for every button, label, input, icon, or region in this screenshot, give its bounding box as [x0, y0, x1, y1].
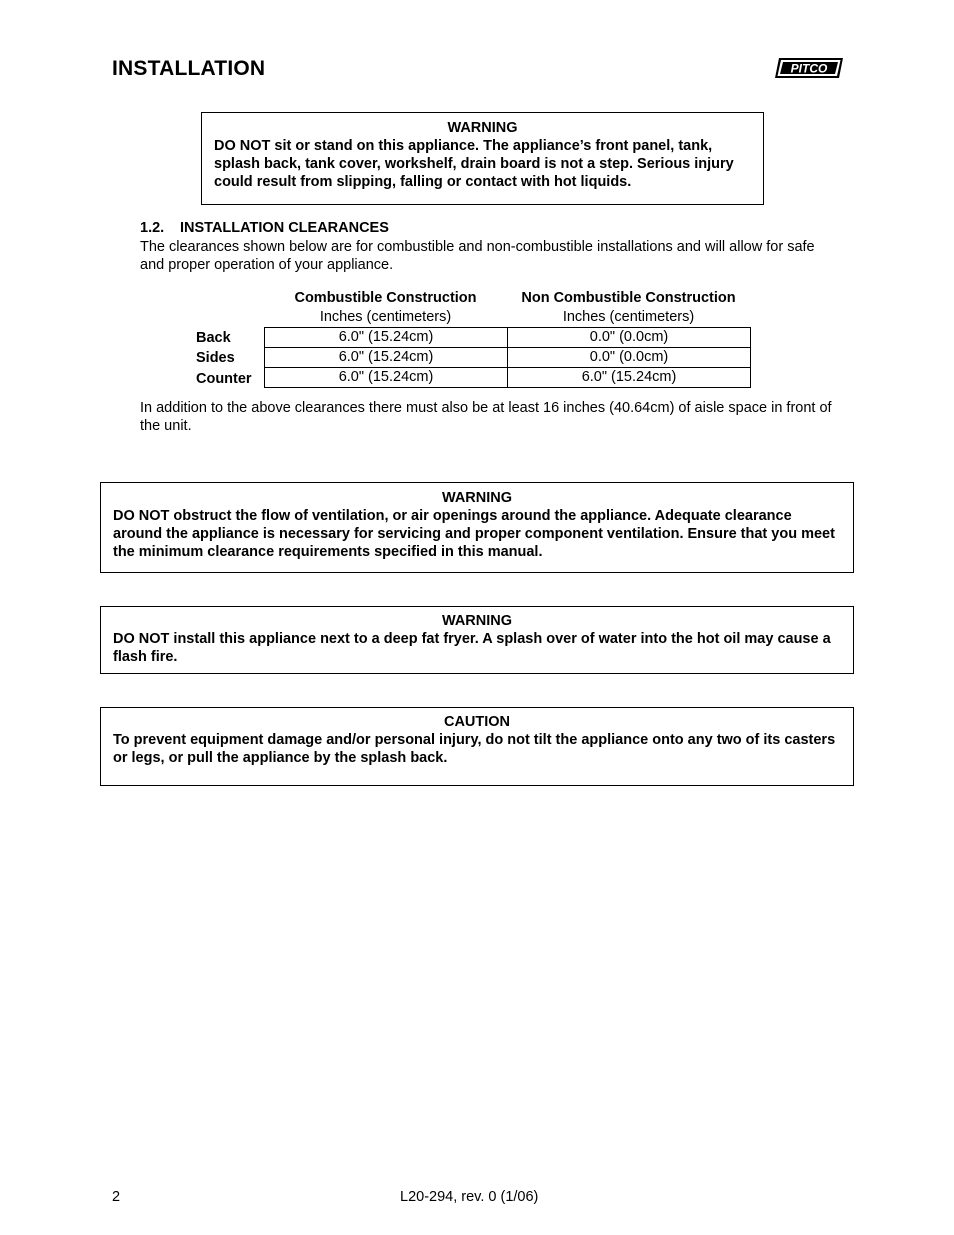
table-row: [265, 328, 751, 348]
column-units: Inches (centimeters): [562, 309, 695, 325]
warning-heading: WARNING: [441, 613, 513, 629]
document-reference: L20-294, rev. 0 (1/06): [400, 1189, 539, 1205]
table-cell: 0.0" (0.0cm): [508, 348, 751, 368]
warning-body: DO NOT install this appliance next to a deep fat fryer. A splash over of water into the hot oil may cause a flash fire.: [113, 631, 831, 665]
row-label-back: Back: [196, 330, 231, 346]
section-intro: The clearances shown below are for combustible and non-combustible installations and will allow for safe and proper operation of your appliance.: [140, 239, 815, 273]
warning-box-fryer: [100, 606, 854, 674]
warning-box-ventilation: [100, 482, 854, 573]
svg-text:PITCO: PITCO: [790, 61, 828, 76]
row-label-counter: Counter: [196, 371, 252, 387]
caution-heading: CAUTION: [443, 714, 511, 730]
section-title: INSTALLATION CLEARANCES: [180, 220, 389, 236]
pitco-logo: [775, 57, 843, 79]
warning-body: DO NOT obstruct the flow of ventilation, or air openings around the appliance. Adequate clearance around the appliance is necessary for servicing and proper component ventilation. Ensure that you meet the minimum clearance requirements specified in this manual.: [113, 508, 835, 560]
warning-heading: WARNING: [447, 120, 518, 136]
aisle-space-note: In addition to the above clearances there must also be at least 16 inches (40.64cm) of aisle space in front of the unit.: [140, 400, 832, 434]
section-number: 1.2.: [140, 220, 165, 236]
column-header-combustible: [264, 289, 507, 327]
column-title: Non Combustible Construction: [521, 290, 736, 306]
warning-body: DO NOT sit or stand on this appliance. The appliance’s front panel, tank, splash back, tank cover, workshelf, drain board is not a step. Serious injury could result from slipping, falling or contact with hot liquids.: [214, 138, 734, 190]
clearance-table: [264, 327, 751, 388]
warning-box-step: [201, 112, 764, 205]
table-cell: 6.0" (15.24cm): [265, 348, 508, 368]
table-row: [265, 368, 751, 388]
page-number: 2: [112, 1189, 121, 1205]
table-cell: 6.0" (15.24cm): [265, 328, 508, 348]
table-cell: 0.0" (0.0cm): [508, 328, 751, 348]
column-title: Combustible Construction: [294, 290, 477, 306]
table-cell: 6.0" (15.24cm): [508, 368, 751, 388]
column-header-non-combustible: [507, 289, 750, 327]
column-units: Inches (centimeters): [319, 309, 452, 325]
section-heading: [140, 220, 389, 236]
table-cell: 6.0" (15.24cm): [265, 368, 508, 388]
row-label-sides: Sides: [196, 350, 235, 366]
page-title: INSTALLATION: [112, 57, 266, 80]
caution-body: To prevent equipment damage and/or personal injury, do not tilt the appliance onto any two of its casters or legs, or pull the appliance by the splash back.: [113, 732, 836, 766]
caution-box: [100, 707, 854, 786]
warning-heading: WARNING: [441, 490, 513, 506]
table-row: [265, 348, 751, 368]
